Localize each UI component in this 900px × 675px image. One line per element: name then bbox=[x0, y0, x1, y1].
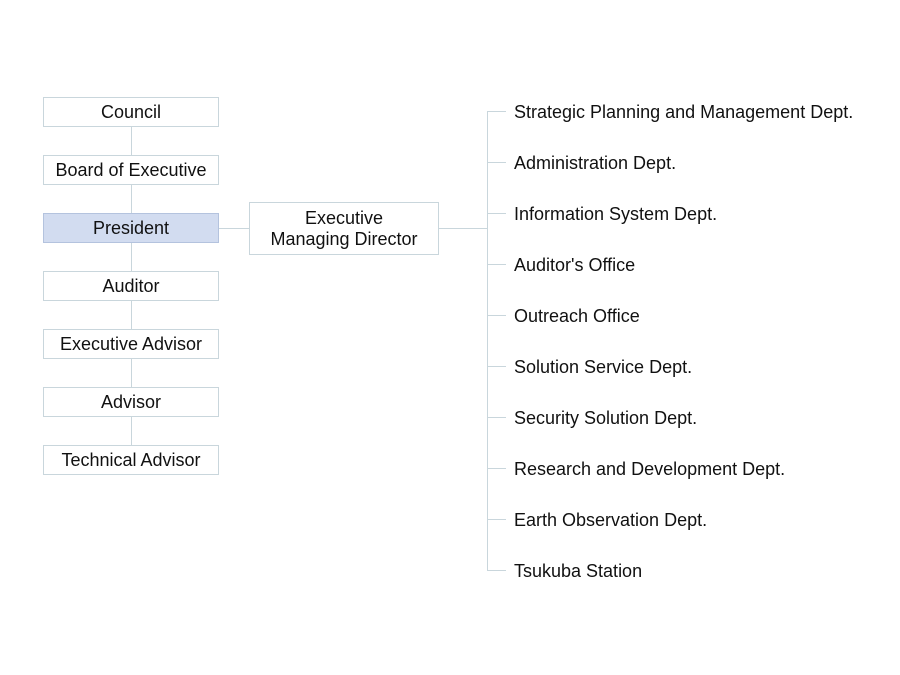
dept-research-development: Research and Development Dept. bbox=[514, 459, 786, 479]
department-tick bbox=[487, 213, 506, 214]
president-box: President bbox=[43, 213, 219, 243]
executive-line-2: Managing Director bbox=[270, 228, 418, 249]
department-tick bbox=[487, 315, 506, 316]
executive-advisor-box: Executive Advisor bbox=[43, 329, 219, 359]
department-tick bbox=[487, 264, 506, 265]
department-tick bbox=[487, 366, 506, 367]
dept-information-system: Information System Dept. bbox=[514, 204, 718, 224]
department-tick bbox=[487, 111, 506, 112]
auditor-box: Auditor bbox=[43, 271, 219, 301]
department-tick bbox=[487, 519, 506, 520]
board-of-executive-box: Board of Executive bbox=[43, 155, 219, 185]
department-tick bbox=[487, 468, 506, 469]
technical-advisor-box: Technical Advisor bbox=[43, 445, 219, 475]
dept-auditors-office: Auditor's Office bbox=[514, 255, 636, 275]
dept-earth-observation: Earth Observation Dept. bbox=[514, 510, 708, 530]
department-trunk-line bbox=[487, 111, 488, 571]
president-to-executive-line bbox=[219, 228, 249, 229]
department-tick bbox=[487, 570, 506, 571]
department-tick bbox=[487, 417, 506, 418]
department-tick bbox=[487, 162, 506, 163]
executive-managing-director-box bbox=[249, 202, 439, 255]
dept-solution-service: Solution Service Dept. bbox=[514, 357, 693, 377]
dept-outreach-office: Outreach Office bbox=[514, 306, 640, 326]
dept-tsukuba-station: Tsukuba Station bbox=[514, 561, 643, 581]
dept-administration: Administration Dept. bbox=[514, 153, 677, 173]
advisor-box: Advisor bbox=[43, 387, 219, 417]
council-box: Council bbox=[43, 97, 219, 127]
executive-line-1: Executive bbox=[304, 207, 384, 228]
dept-strategic-planning: Strategic Planning and Management Dept. bbox=[514, 102, 854, 122]
dept-security-solution: Security Solution Dept. bbox=[514, 408, 698, 428]
executive-to-trunk-line bbox=[439, 228, 487, 229]
